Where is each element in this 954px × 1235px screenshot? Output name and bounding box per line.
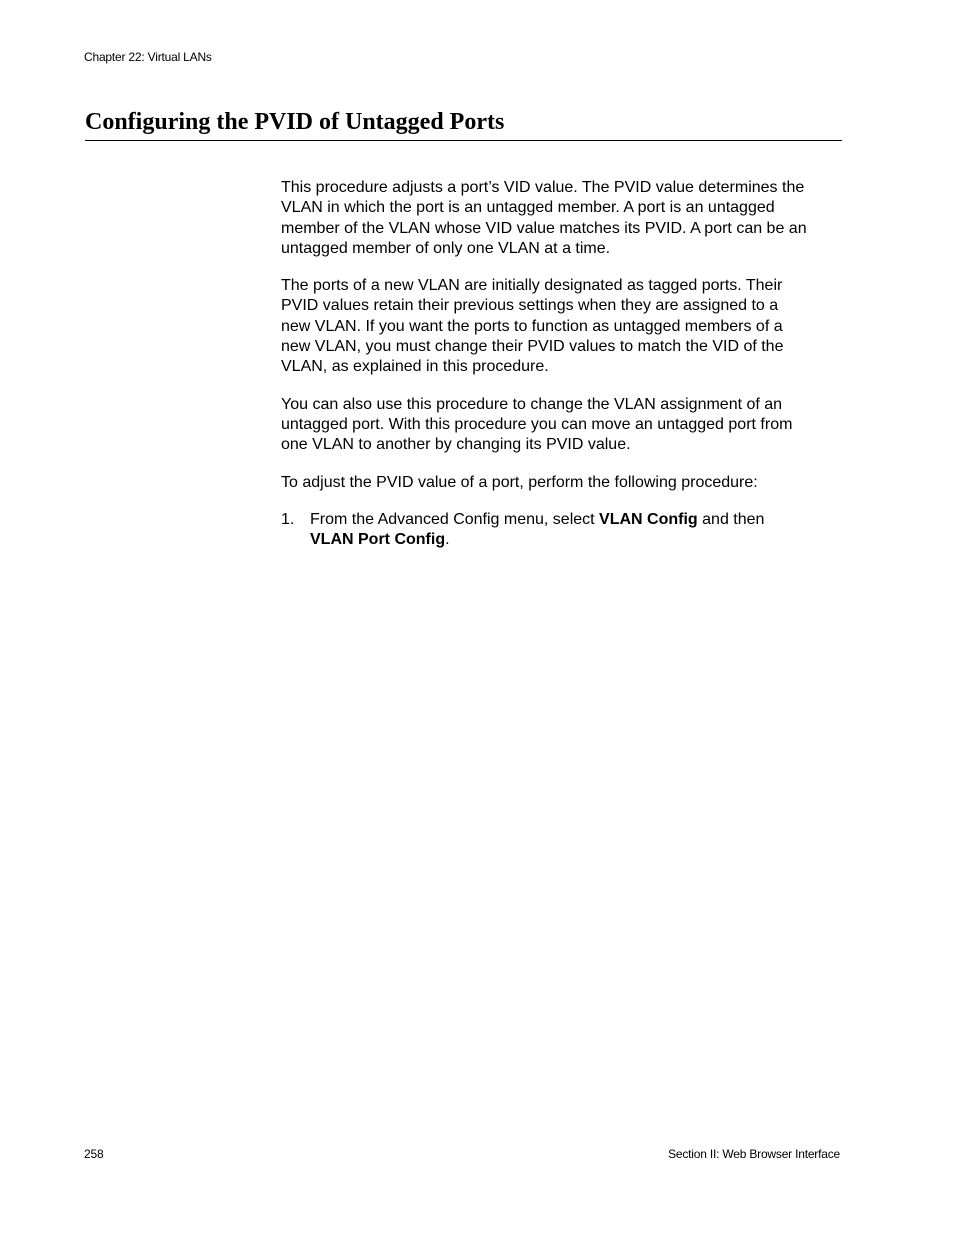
step-number: 1.	[281, 510, 295, 528]
paragraph-procedure-lead: To adjust the PVID value of a port, perform the following procedure:	[281, 473, 758, 491]
section-title: Configuring the PVID of Untagged Ports	[85, 109, 505, 135]
procedure-steps	[281, 510, 846, 551]
title-rule	[85, 140, 842, 141]
paragraph-vlan-assignment: You can also use this procedure to change the VLAN assignment of an untagged port. With this procedure you can move an untagged port from one VLAN to another by changing its PVID value.	[281, 395, 793, 454]
page-number: 258	[84, 1147, 104, 1161]
running-header: Chapter 22: Virtual LANs	[84, 50, 212, 64]
footer-section: Section II: Web Browser Interface	[668, 1147, 840, 1161]
paragraph-intro: This procedure adjusts a port’s VID value. The PVID value determines the VLAN in which the port is an untagged member. A port is an untagged member of the VLAN whose VID value matches its PVID. A port can be an untagged member of only one VLAN at a time.	[281, 179, 807, 257]
menu-item-vlan-port-config: VLAN Port Config	[310, 531, 446, 549]
paragraph-tagged-ports: The ports of a new VLAN are initially designated as tagged ports. Their PVID values retain their previous settings when they are assigned to a new VLAN. If you want the ports to function as untagged members of a new VLAN, you must change their PVID values to match the VID of the VLAN, as explained in this procedure.	[281, 277, 784, 376]
step-text: From the Advanced Config menu, select VLAN Config and then VLAN Port Config.	[310, 510, 765, 549]
body-column	[281, 178, 846, 550]
menu-item-vlan-config: VLAN Config	[599, 510, 698, 528]
procedure-step-1	[281, 510, 846, 551]
